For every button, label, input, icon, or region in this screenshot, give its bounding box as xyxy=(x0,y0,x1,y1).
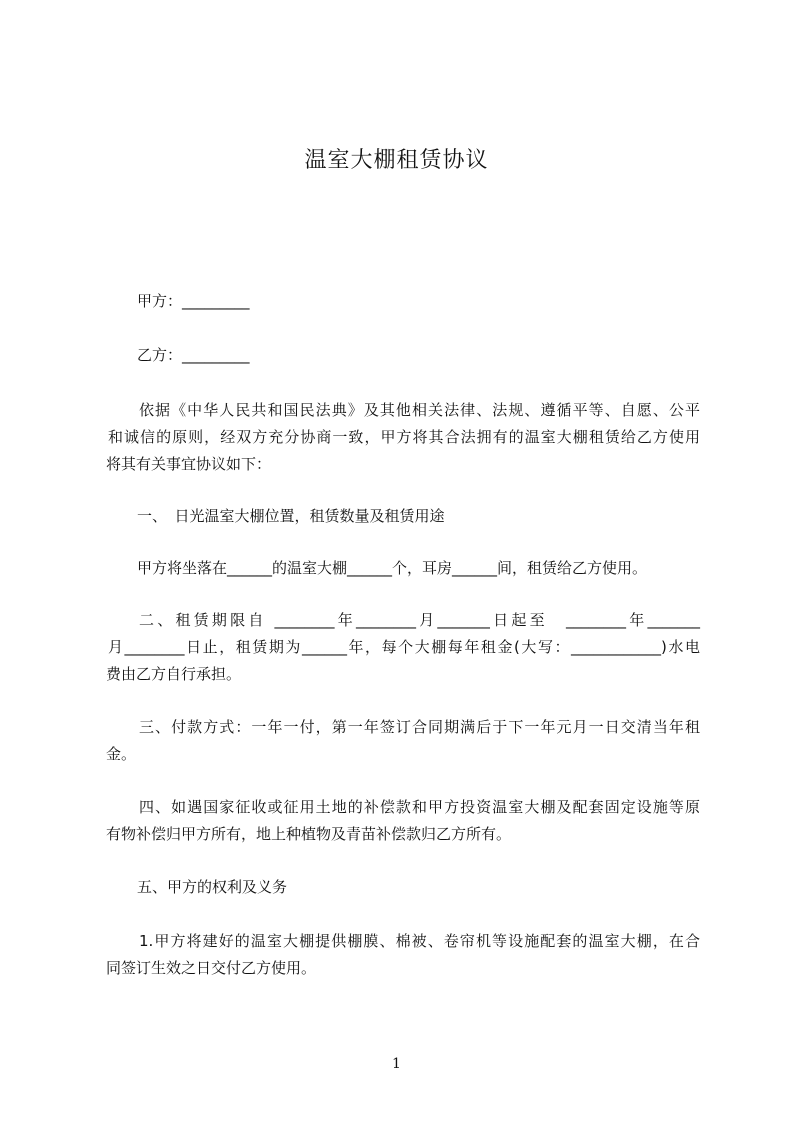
section-5-item-1-line-1: 1.甲方将建好的温室大棚提供棚膜、棉被、卷帘机等设施配套的温室大棚，在合 xyxy=(139,932,700,950)
preamble-line-2: 和诚信的原则，经双方充分协商一致，甲方将其合法拥有的温室大棚租赁给乙方使用 xyxy=(108,428,700,446)
section-2-line-3: 费由乙方自行承担。 xyxy=(106,665,242,683)
section-3-line-1: 三、付款方式：一年一付，第一年签订合同期满后于下一年元月一日交清当年租 xyxy=(139,718,700,736)
section-3-line-2: 金。 xyxy=(106,745,137,763)
preamble-line-3: 将其有关事宜协议如下： xyxy=(106,455,272,473)
section-5-item-1-line-2: 同签订生效之日交付乙方使用。 xyxy=(106,959,317,977)
section-4-line-2: 有物补偿归甲方所有，地上种植物及青苗补偿款归乙方所有。 xyxy=(106,825,512,843)
section-1-heading: 一、 日光温室大棚位置，租赁数量及租赁用途 xyxy=(137,507,445,525)
party-a-line: 甲方：_________ xyxy=(137,292,250,310)
section-1-body: 甲方将坐落在______的温室大棚______个，耳房______间，租赁给乙方使用。 xyxy=(137,559,648,577)
section-2-line-1: 二、租赁期限自 ________年________月_______日起至 ________年_______ xyxy=(139,611,700,629)
section-5-heading: 五、甲方的权利及义务 xyxy=(137,878,288,896)
preamble-line-1: 依据《中华人民共和国民法典》及其他相关法律、法规、遵循平等、自愿、公平 xyxy=(139,401,700,419)
document-title: 温室大棚租赁协议 xyxy=(304,148,489,173)
party-b-line: 乙方：_________ xyxy=(137,346,250,364)
section-4-line-1: 四、如遇国家征收或征用土地的补偿款和甲方投资温室大棚及配套固定设施等原 xyxy=(139,798,700,816)
section-2-line-2: 月________日止，租赁期为______年，每个大棚每年租金(大写：____________)水电 xyxy=(108,638,700,656)
page-number: 1 xyxy=(392,1056,401,1072)
